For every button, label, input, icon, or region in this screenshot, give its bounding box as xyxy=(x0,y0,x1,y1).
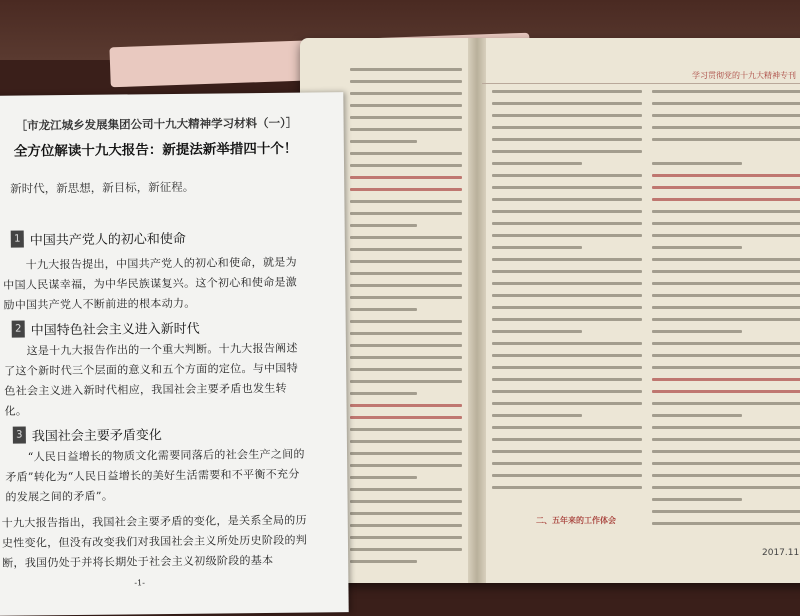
section-title: 中国共产党人的初心和使命 xyxy=(29,231,186,248)
book-text-line xyxy=(652,282,800,285)
section-title: 中国特色社会主义进入新时代 xyxy=(30,321,200,338)
book-text-line xyxy=(350,68,462,71)
book-text-line xyxy=(350,164,462,167)
book-text-line xyxy=(350,536,462,539)
book-text-line xyxy=(350,200,462,203)
book-text-line xyxy=(492,138,642,141)
book-text-line xyxy=(492,366,642,369)
book-text-line xyxy=(652,354,800,357)
book-text-line xyxy=(492,90,642,93)
book-text-line xyxy=(652,126,800,129)
book-text-line xyxy=(350,128,462,131)
book-right-page-column-1 xyxy=(492,90,642,534)
book-text-line xyxy=(652,486,800,489)
book-text-line xyxy=(350,428,462,431)
section-body-3b: 十九大报告指出，我国社会主要矛盾的变化，是关系全局的历史性变化，但没有改变我们对我国社会主义所处历史阶段的判断，我国仍处于并将长期处于社会主义初级阶段的基本 xyxy=(1,513,308,570)
book-text-line xyxy=(492,378,642,381)
book-text-line xyxy=(350,500,462,503)
book-text-line xyxy=(492,402,642,405)
book-text-line xyxy=(350,212,462,215)
book-text-line xyxy=(492,162,582,165)
page-number: -1- xyxy=(134,578,145,588)
book-text-line xyxy=(492,450,642,453)
book-gutter xyxy=(468,38,486,583)
book-right-page-column-2 xyxy=(652,90,800,534)
book-text-line xyxy=(492,390,642,393)
section-number: 3 xyxy=(13,426,26,443)
book-text-line xyxy=(492,330,582,333)
book-text-line xyxy=(350,224,417,227)
book-text-line xyxy=(492,114,642,117)
book-text-line xyxy=(652,90,800,93)
book-text-line xyxy=(652,438,800,441)
book-text-line xyxy=(652,498,742,501)
section-heading: 二、五年来的工作体会 xyxy=(536,516,616,525)
book-text-line xyxy=(350,104,462,107)
book-text-line xyxy=(350,512,462,515)
book-text-line xyxy=(350,380,462,383)
book-text-line xyxy=(492,306,642,309)
book-text-line xyxy=(492,294,642,297)
book-text-line xyxy=(350,464,462,467)
book-text-line xyxy=(492,222,642,225)
book-text-line xyxy=(492,186,642,189)
book-text-line xyxy=(652,426,800,429)
section-number: 2 xyxy=(12,320,25,337)
section-body-3: “人民日益增长的物质文化需要同落后的社会生产之间的矛盾”转化为“人民日益增长的美好生活需要和不平衡不充分的发展之间的矛盾”。 xyxy=(5,447,305,504)
book-text-line xyxy=(350,332,462,335)
document-series: ［市龙江城乡发展集团公司十九大精神学习材料（一）］ xyxy=(15,115,298,133)
book-text-line xyxy=(350,368,462,371)
section-title: 我国社会主要矛盾变化 xyxy=(31,427,162,444)
book-text-line xyxy=(350,176,462,179)
book-text-line xyxy=(350,524,462,527)
book-text-line xyxy=(492,438,642,441)
book-text-line xyxy=(652,258,800,261)
book-text-line xyxy=(652,294,800,297)
section-heading-3 xyxy=(13,424,162,444)
running-header: 学习贯彻党的十九大精神专刊 xyxy=(692,71,796,80)
book-text-line xyxy=(652,318,800,321)
book-text-line xyxy=(652,462,800,465)
book-text-line xyxy=(492,342,642,345)
book-text-line xyxy=(652,414,742,417)
book-text-line xyxy=(652,174,800,177)
book-text-line xyxy=(492,414,582,417)
printed-sheet xyxy=(0,92,349,616)
book-text-line xyxy=(652,522,800,525)
book-text-line xyxy=(350,356,462,359)
book-text-line xyxy=(350,308,417,311)
book-text-line xyxy=(350,152,462,155)
book-text-line xyxy=(652,102,800,105)
book-text-line xyxy=(652,510,800,513)
book-text-line xyxy=(350,344,462,347)
book-text-line xyxy=(652,210,800,213)
open-book xyxy=(300,38,800,583)
book-text-line xyxy=(350,392,417,395)
book-text-line xyxy=(350,92,462,95)
book-text-line xyxy=(492,150,642,153)
book-text-line xyxy=(350,440,462,443)
book-text-line xyxy=(652,186,800,189)
book-text-line xyxy=(350,560,417,563)
book-text-line xyxy=(652,246,742,249)
section-body-2: 这是十九大报告作出的一个重大判断。十九大报告阐述了这个新时代三个层面的意义和五个方面的定位。与中国特色社会主义进入新时代相应，我国社会主要矛盾也发生转化。 xyxy=(3,341,299,418)
book-text-line xyxy=(492,486,642,489)
book-text-line xyxy=(652,138,800,141)
book-text-line xyxy=(652,378,800,381)
book-text-line xyxy=(652,390,800,393)
book-text-line xyxy=(350,80,462,83)
book-text-line xyxy=(492,462,642,465)
book-text-line xyxy=(350,296,462,299)
book-text-line xyxy=(350,248,462,251)
book-text-line xyxy=(350,284,462,287)
document-title: 全方位解读十九大报告：新提法新举措四十个！ xyxy=(13,140,298,160)
book-text-line xyxy=(350,272,462,275)
book-text-line xyxy=(652,222,800,225)
book-text-line xyxy=(652,198,800,201)
section-heading-1 xyxy=(11,228,186,248)
book-text-line xyxy=(350,476,417,479)
book-text-line xyxy=(492,354,642,357)
book-text-line xyxy=(492,270,642,273)
document-tagline: 新时代，新思想，新目标，新征程。 xyxy=(10,179,195,196)
book-text-line xyxy=(492,234,642,237)
book-text-line xyxy=(652,270,800,273)
book-text-line xyxy=(492,198,642,201)
book-text-line xyxy=(652,366,800,369)
book-text-line xyxy=(652,114,800,117)
book-text-line xyxy=(350,188,462,191)
book-text-line xyxy=(492,426,642,429)
book-text-line xyxy=(350,320,462,323)
book-text-line xyxy=(350,404,462,407)
book-text-line xyxy=(652,162,742,165)
section-number: 1 xyxy=(11,230,24,247)
page-footer: 2017.11 xyxy=(762,548,800,558)
book-text-line xyxy=(350,452,462,455)
book-text-line xyxy=(652,234,800,237)
book-text-line xyxy=(350,416,462,419)
book-text-line xyxy=(492,258,642,261)
book-text-line xyxy=(652,306,800,309)
book-text-line xyxy=(492,174,642,177)
book-text-line xyxy=(492,318,642,321)
book-text-line xyxy=(350,488,462,491)
book-left-page-text xyxy=(350,68,462,572)
section-heading-2 xyxy=(12,318,200,338)
book-text-line xyxy=(652,330,742,333)
book-text-line xyxy=(492,210,642,213)
book-text-line xyxy=(652,450,800,453)
book-text-line xyxy=(652,342,800,345)
book-text-line xyxy=(492,282,642,285)
book-text-line xyxy=(350,116,462,119)
book-text-line xyxy=(652,474,800,477)
book-text-line xyxy=(492,126,642,129)
book-text-line xyxy=(492,102,642,105)
book-text-line xyxy=(350,260,462,263)
book-text-line xyxy=(492,474,642,477)
book-text-line xyxy=(350,236,462,239)
header-rule xyxy=(482,83,800,84)
book-text-line xyxy=(350,548,462,551)
book-text-line xyxy=(492,246,582,249)
book-text-line xyxy=(350,140,417,143)
book-text-line xyxy=(652,402,800,405)
section-body-1: 十九大报告提出，中国共产党人的初心和使命，就是为中国人民谋幸福，为中华民族谋复兴。这个初心和使命是激励中国共产党人不断前进的根本动力。 xyxy=(2,255,298,312)
